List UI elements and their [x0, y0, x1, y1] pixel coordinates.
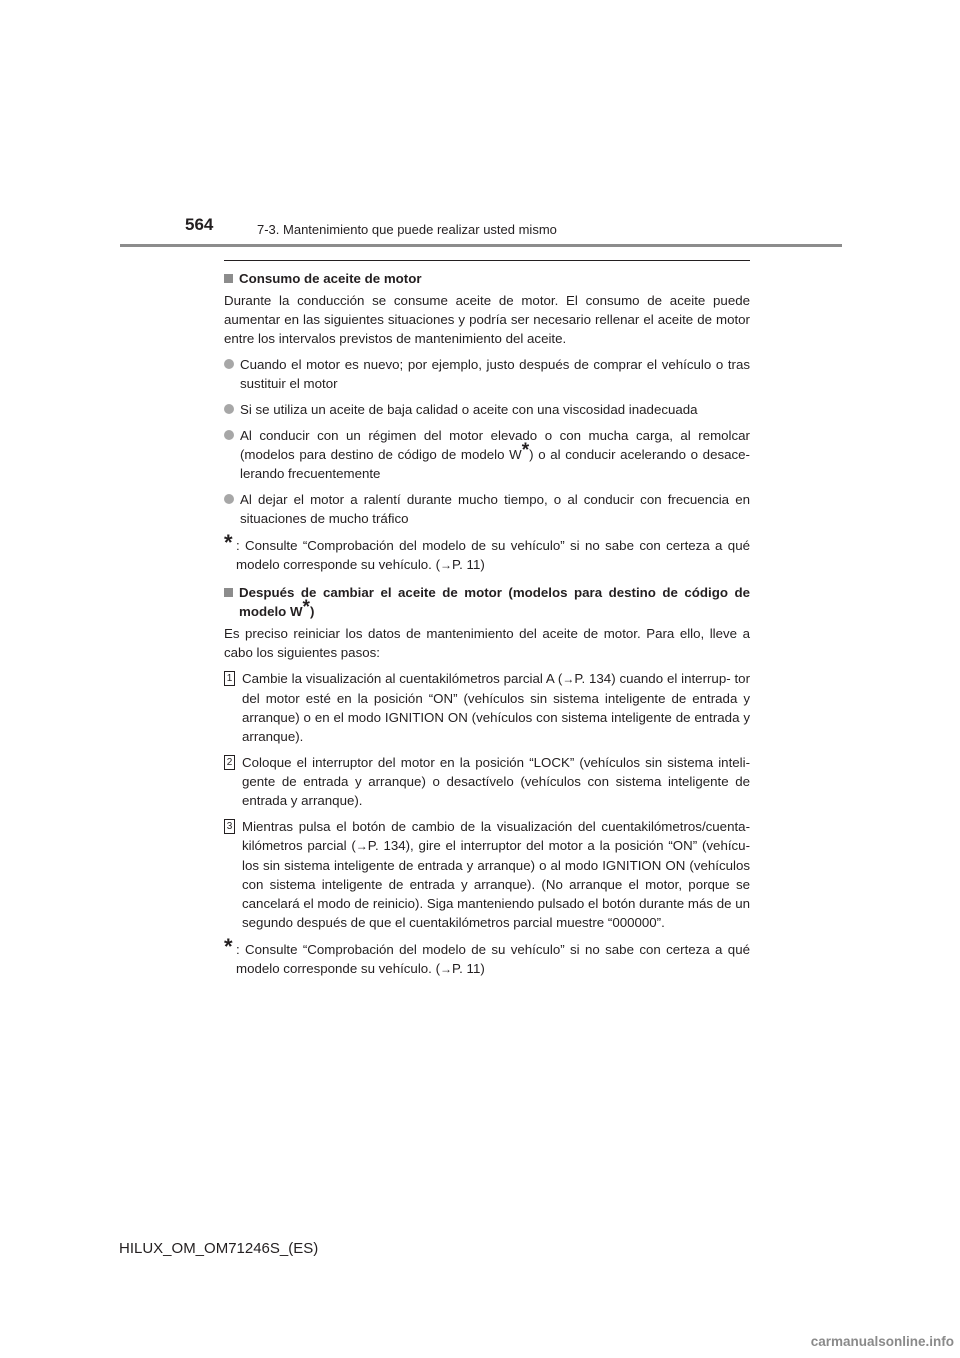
asterisk-icon: *: [302, 597, 310, 618]
arrow-icon: →: [440, 558, 452, 572]
step-number: 3: [224, 819, 235, 834]
watermark: carmanualsonline.info: [810, 1334, 954, 1349]
section-heading-after-oil-change: Después de cambiar el aceite de motor (modelos para destino de código de modelo W*): [224, 583, 750, 621]
section-heading-oil-consumption: Consumo de aceite de motor: [224, 269, 750, 288]
asterisk-icon: *: [224, 530, 233, 555]
page-reference[interactable]: P. 11): [452, 961, 485, 976]
circle-bullet-icon: [224, 494, 234, 504]
header-divider: [120, 244, 842, 247]
arrow-icon: →: [562, 672, 575, 686]
step-item: 3 Mientras pulsa el botón de cambio de la visualización del cuentakilómetros/cuenta- kilómetros parcial (→P. 134), gire el interruptor del motor a la posición “ON” (vehícu- los sin sistema inteligente de entrada y arranque) o al modo IGNITION ON (vehículos con sistema inteligente de entrada y arranque). (No arranque el motor, porque se cancelará el modo de reinicio). Siga manteniendo pulsado el botón durante más de un segundo después de que el cuentakilómetros parcial muestre “000000”.: [224, 817, 750, 932]
footnote: * : Consulte “Comprobación del modelo de su vehículo” si no sabe con certeza a qué modelo corresponde su vehículo. (→P. 11): [224, 530, 750, 572]
document-code: HILUX_OM_OM71246S_(ES): [119, 1240, 319, 1257]
list-item: Al dejar el motor a ralentí durante mucho tiempo, o al conducir con frecuencia en situaciones de mucho tráfico: [224, 490, 750, 528]
arrow-icon: →: [440, 962, 452, 976]
asterisk-icon: *: [224, 934, 233, 959]
paragraph: Es preciso reiniciar los datos de mantenimiento del aceite de motor. Para ello, lleve a cabo los siguientes pasos:: [224, 626, 750, 660]
step-number: 2: [224, 755, 235, 770]
page-reference[interactable]: P. 11): [452, 557, 485, 572]
square-bullet-icon: [224, 274, 233, 283]
list-item: Al conducir con un régimen del motor elevado o con mucha carga, al remolcar (modelos para destino de código de modelo W*) o al conducir acelerando o desace- lerando frecuentemente: [224, 426, 750, 483]
step-item: 2 Coloque el interruptor del motor en la posición “LOCK” (vehículos sin sistema inteli- gente de entrada y arranque) o desactívelo (vehículos con sistema inteligente de entrada y arranque).: [224, 753, 750, 810]
step-item: 1 Cambie la visualización al cuentakilómetros parcial A (→P. 134) cuando el interrup- tor del motor esté en la posición “ON” (vehículos sin sistema inteligente de entrada y arranque) o en el modo IGNITION ON (vehículos con sistema inteligente de entrada y arranque).: [224, 669, 750, 746]
circle-bullet-icon: [224, 430, 234, 440]
circle-bullet-icon: [224, 404, 234, 414]
asterisk-icon: *: [521, 440, 530, 461]
circle-bullet-icon: [224, 359, 234, 369]
page-number: 564: [185, 215, 214, 234]
content-divider: [224, 260, 750, 261]
arrow-icon: →: [355, 839, 368, 853]
content-body: [224, 269, 750, 979]
footnote: * : Consulte “Comprobación del modelo de su vehículo” si no sabe con certeza a qué modelo corresponde su vehículo. (→P. 11): [224, 934, 750, 976]
list-item: Si se utiliza un aceite de baja calidad o aceite con una viscosidad inadecuada: [224, 400, 750, 419]
section-title: 7-3. Mantenimiento que puede realizar usted mismo: [257, 222, 557, 237]
list-item: Cuando el motor es nuevo; por ejemplo, justo después de comprar el vehículo o tras sustituir el motor: [224, 355, 750, 393]
step-number: 1: [224, 671, 235, 686]
paragraph: Durante la conducción se consume aceite de motor. El consumo de aceite puede aumentar en las siguientes situaciones y podría ser necesario rellenar el aceite de motor entre los intervalos previstos de mantenimiento del aceite.: [224, 293, 750, 346]
square-bullet-icon: [224, 588, 233, 597]
